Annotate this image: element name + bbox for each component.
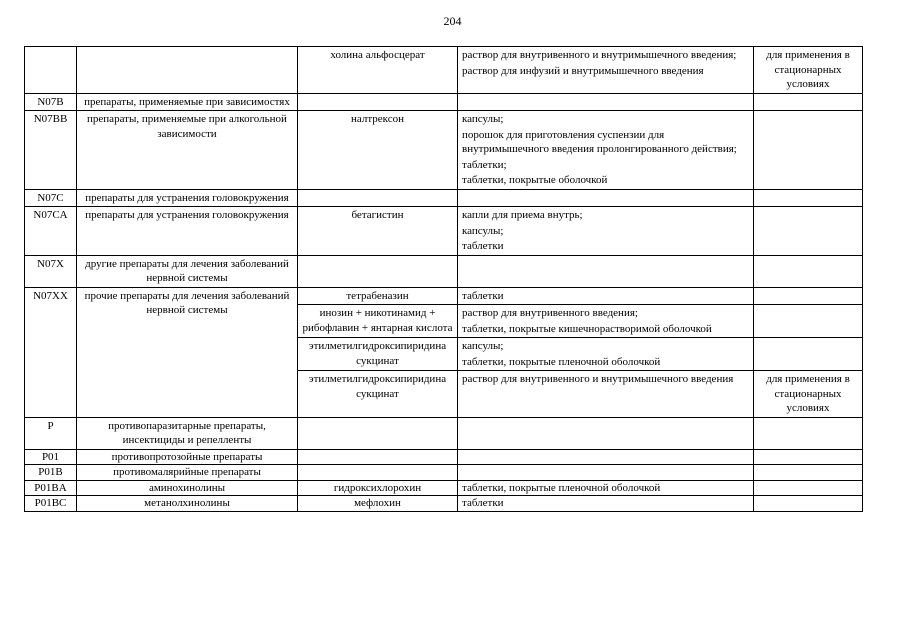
drug-name-cell xyxy=(298,93,458,111)
dosage-forms-cell xyxy=(458,93,754,111)
table-row xyxy=(25,449,863,465)
page-number: 204 xyxy=(443,14,462,28)
usage-note-cell xyxy=(754,287,863,305)
table-row xyxy=(25,47,863,94)
dosage-forms-cell xyxy=(458,465,754,481)
table-row xyxy=(25,496,863,512)
atc-code-cell: P01 xyxy=(25,449,77,465)
table-row xyxy=(25,189,863,207)
usage-note-cell xyxy=(754,417,863,449)
dosage-form-line: таблетки, покрытые пленочной оболочкой xyxy=(462,481,661,494)
dosage-forms-cell xyxy=(458,207,754,256)
drug-name-cell: налтрексон xyxy=(298,111,458,190)
dosage-forms-cell xyxy=(458,111,754,190)
dosage-form-line: раствор для инфузий и внутримышечного введения xyxy=(462,64,704,77)
usage-note-cell xyxy=(754,480,863,496)
dosage-form-line: раствор для внутривенного и внутримышечного введения; xyxy=(462,49,737,61)
table-row xyxy=(25,465,863,481)
dosage-forms-cell xyxy=(458,287,754,305)
dosage-form-line: таблетки, покрытые пленочной оболочкой xyxy=(462,355,661,368)
dosage-form-line: таблетки; xyxy=(462,158,507,171)
drug-name-cell: мефлохин xyxy=(298,496,458,512)
drug-name-cell: гидроксихлорохин xyxy=(298,480,458,496)
anatomical-therapeutic-group-cell: противопаразитарные препараты, инсектициды и репелленты xyxy=(77,417,298,449)
dosage-form-line: капсулы; xyxy=(462,224,504,237)
dosage-form-line: раствор для внутривенного введения; xyxy=(462,307,638,319)
anatomical-therapeutic-group-cell: препараты, применяемые при алкогольной зависимости xyxy=(77,111,298,190)
drug-name-cell: тетрабеназин xyxy=(298,287,458,305)
usage-note-cell xyxy=(754,93,863,111)
anatomical-therapeutic-group-cell: аминохинолины xyxy=(77,480,298,496)
atc-code-cell: P01BA xyxy=(25,480,77,496)
anatomical-therapeutic-group-cell: препараты для устранения головокружения xyxy=(77,189,298,207)
drug-name-cell: холина альфосцерат xyxy=(298,47,458,94)
dosage-form-line: капсулы; xyxy=(462,113,504,125)
dosage-form-line: таблетки, покрытые кишечнорастворимой оболочкой xyxy=(462,322,712,335)
atc-code-cell: N07B xyxy=(25,93,77,111)
atc-code-cell: N07BB xyxy=(25,111,77,190)
dosage-forms-cell xyxy=(458,189,754,207)
drug-table xyxy=(24,46,863,512)
anatomical-therapeutic-group-cell: метанолхинолины xyxy=(77,496,298,512)
atc-code-cell: N07X xyxy=(25,255,77,287)
table-row xyxy=(25,287,863,305)
drug-name-cell xyxy=(298,465,458,481)
dosage-form-line: таблетки xyxy=(462,240,504,252)
dosage-forms-cell xyxy=(458,449,754,465)
usage-note-cell xyxy=(754,449,863,465)
usage-note-cell xyxy=(754,111,863,190)
atc-code-cell: P xyxy=(25,417,77,449)
usage-note-cell xyxy=(754,207,863,256)
atc-code-cell: P01BC xyxy=(25,496,77,512)
dosage-forms-cell xyxy=(458,47,754,94)
usage-note-cell xyxy=(754,465,863,481)
anatomical-therapeutic-group-cell: препараты для устранения головокружения xyxy=(77,207,298,256)
anatomical-therapeutic-group-cell xyxy=(77,47,298,94)
anatomical-therapeutic-group-cell: противопротозойные препараты xyxy=(77,449,298,465)
dosage-form-line: капли для приема внутрь; xyxy=(462,209,583,221)
table-row xyxy=(25,207,863,256)
dosage-form-line: раствор для внутривенного и внутримышечного введения xyxy=(462,373,734,385)
dosage-forms-cell xyxy=(458,496,754,512)
anatomical-therapeutic-group-cell: противомалярийные препараты xyxy=(77,465,298,481)
drug-name-cell: инозин + никотинамид + рибофлавин + янтарная кислота xyxy=(298,305,458,338)
usage-note-cell xyxy=(754,189,863,207)
dosage-forms-cell xyxy=(458,255,754,287)
dosage-forms-cell xyxy=(458,305,754,338)
table-row xyxy=(25,255,863,287)
dosage-form-line: порошок для приготовления суспензии для внутримышечного введения пролонгированного действия; xyxy=(462,128,737,155)
dosage-form-line: таблетки xyxy=(462,289,504,302)
drug-name-cell xyxy=(298,449,458,465)
drug-name-cell xyxy=(298,189,458,207)
drug-name-cell xyxy=(298,417,458,449)
usage-note-cell: для применения в стационарных условиях xyxy=(754,371,863,418)
drug-name-cell xyxy=(298,255,458,287)
anatomical-therapeutic-group-cell: препараты, применяемые при зависимостях xyxy=(77,93,298,111)
usage-note-cell: для применения в стационарных условиях xyxy=(754,47,863,94)
dosage-form-line: капсулы; xyxy=(462,340,504,352)
drug-name-cell: этилметилгидроксипиридина сукцинат xyxy=(298,338,458,371)
dosage-forms-cell xyxy=(458,371,754,418)
dosage-form-line: таблетки xyxy=(462,497,504,509)
table-row xyxy=(25,93,863,111)
atc-code-cell: P01B xyxy=(25,465,77,481)
table-row xyxy=(25,417,863,449)
atc-code-cell: N07XX xyxy=(25,287,77,417)
drug-name-cell: этилметилгидроксипиридина сукцинат xyxy=(298,371,458,418)
dosage-form-line: таблетки, покрытые оболочкой xyxy=(462,174,608,186)
table-row xyxy=(25,111,863,190)
dosage-forms-cell xyxy=(458,417,754,449)
drug-name-cell: бетагистин xyxy=(298,207,458,256)
usage-note-cell xyxy=(754,338,863,371)
atc-code-cell: N07CA xyxy=(25,207,77,256)
usage-note-cell xyxy=(754,305,863,338)
usage-note-cell xyxy=(754,255,863,287)
dosage-forms-cell xyxy=(458,480,754,496)
dosage-forms-cell xyxy=(458,338,754,371)
usage-note-cell xyxy=(754,496,863,512)
atc-code-cell: N07C xyxy=(25,189,77,207)
table-row xyxy=(25,480,863,496)
anatomical-therapeutic-group-cell: прочие препараты для лечения заболеваний нервной системы xyxy=(77,287,298,417)
atc-code-cell xyxy=(25,47,77,94)
anatomical-therapeutic-group-cell: другие препараты для лечения заболеваний нервной системы xyxy=(77,255,298,287)
